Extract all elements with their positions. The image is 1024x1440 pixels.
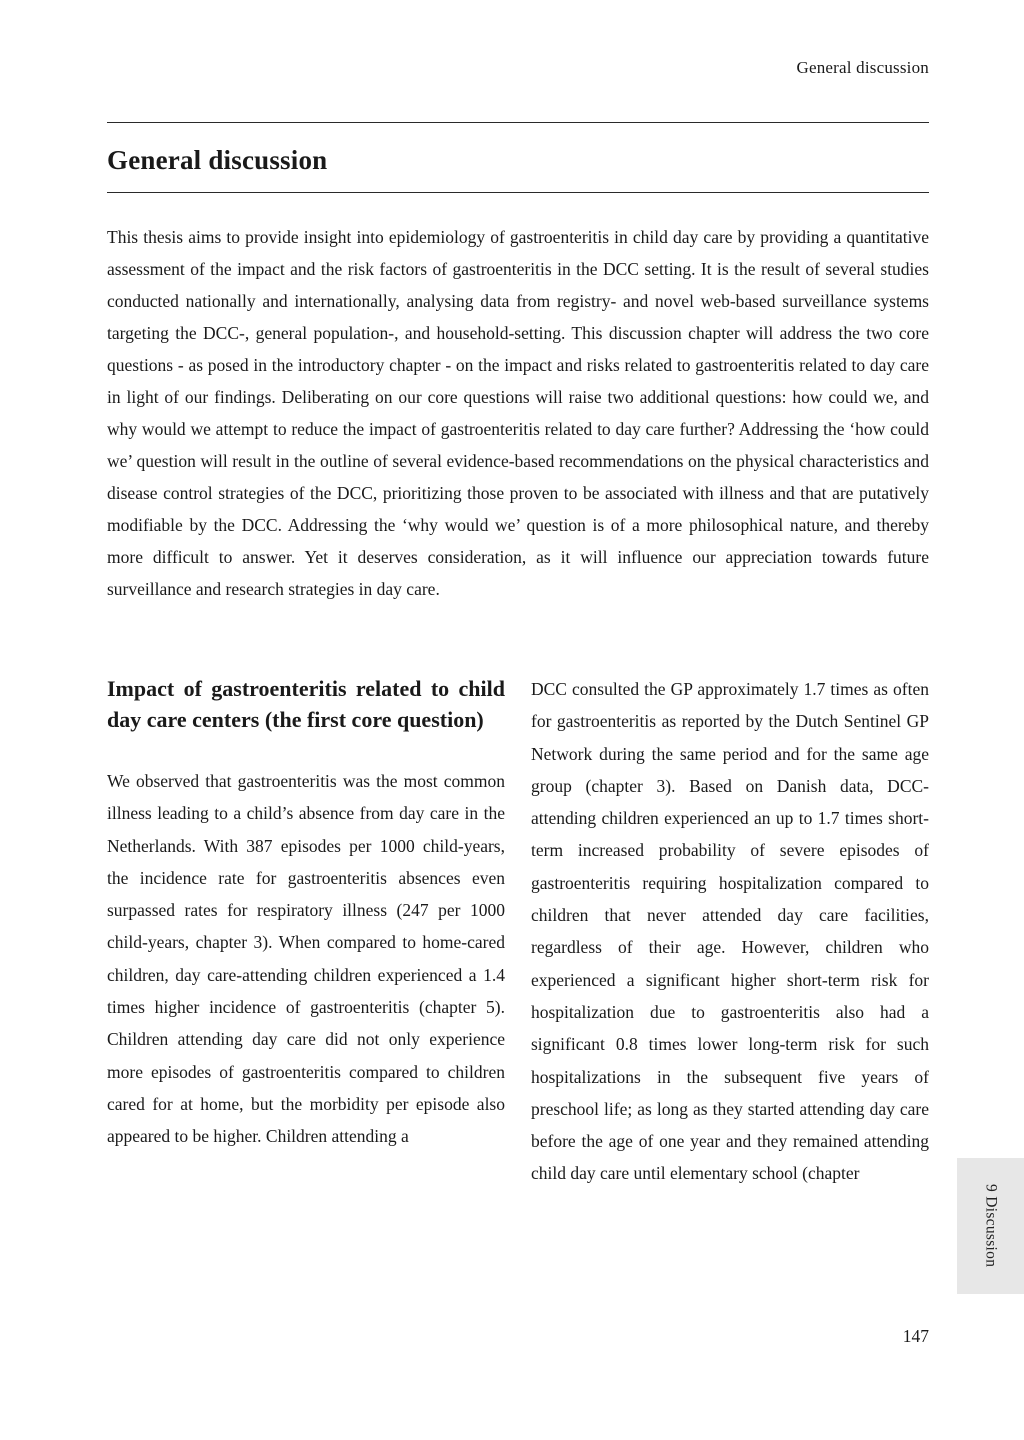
- left-column: [107, 673, 505, 1190]
- title-rule: [107, 192, 929, 193]
- left-column-paragraph: We observed that gastroenteritis was the most common illness leading to a child’s absence from day care in the Netherlands. With 387 episodes per 1000 child-years, the incidence rate for gastroenteritis absences even surpassed rates for respiratory illness (247 per 1000 child-years, chapter 3). When compared to home-cared children, day care-attending children experienced a 1.4 times higher incidence of gastroenteritis (chapter 5). Children attending day care did not only experience more episodes of gastroenteritis compared to children cared for at home, but the morbidity per episode also appeared to be higher. Children attending a: [107, 771, 505, 1147]
- intro-paragraph: This thesis aims to provide insight into epidemiology of gastroenteritis in child day care by providing a quantitative assessment of the impact and the risk factors of gastroenteritis in the DCC setting. It is the result of several studies conducted nationally and internationally, analysing data from registry- and novel web-based surveillance systems targeting the DCC-, general population-, and household-setting. This discussion chapter will address the two core questions - as posed in the introductory chapter - on the impact and risks related to gastroenteritis related to day care in light of our findings. Deliberating on our core questions will raise two additional questions: how could we, and why would we attempt to reduce the impact of gastroenteritis related to day care further? Addressing the ‘how could we’ question will result in the outline of several evidence-based recommendations on the physical characteristics and disease control strategies of the DCC, prioritizing those proven to be associated with illness and that are putatively modifiable by the DCC. Addressing the ‘why would we’ question is of a more philosophical nature, and thereby more difficult to answer. Yet it deserves consideration, as it will influence our appreciation towards future surveillance and research strategies in day care.: [107, 227, 929, 599]
- two-column-section: [107, 673, 929, 1190]
- running-header: General discussion: [796, 58, 929, 77]
- section-heading: Impact of gastroenteritis related to child day care centers (the first core question): [107, 676, 505, 732]
- page-number: 147: [902, 1326, 929, 1346]
- right-column: [531, 673, 929, 1190]
- page-content: [107, 0, 929, 1190]
- side-tab-label: 9 Discussion: [982, 1184, 1000, 1268]
- chapter-side-tab: [957, 1158, 1024, 1294]
- right-column-paragraph: DCC consulted the GP approximately 1.7 times as often for gastroenteritis as reported by the Dutch Sentinel GP Network during the same period and for the same age group (chapter 3). Based on Danish data, DCC-attending children experienced an up to 1.7 times short-term increased probability of severe episodes of gastroenteritis requiring hospitalization compared to children that never attended day care facilities, regardless of their age. However, children who experienced a significant higher short-term risk for hospitalization due to gastroenteritis also had a significant 0.8 times lower long-term risk for such hospitalizations in the subsequent five years of preschool life; as long as they started attending day care before the age of one year and they remained attending child day care until elementary school (chapter: [531, 679, 929, 1184]
- header-rule: [107, 122, 929, 123]
- chapter-title: General discussion: [107, 145, 328, 175]
